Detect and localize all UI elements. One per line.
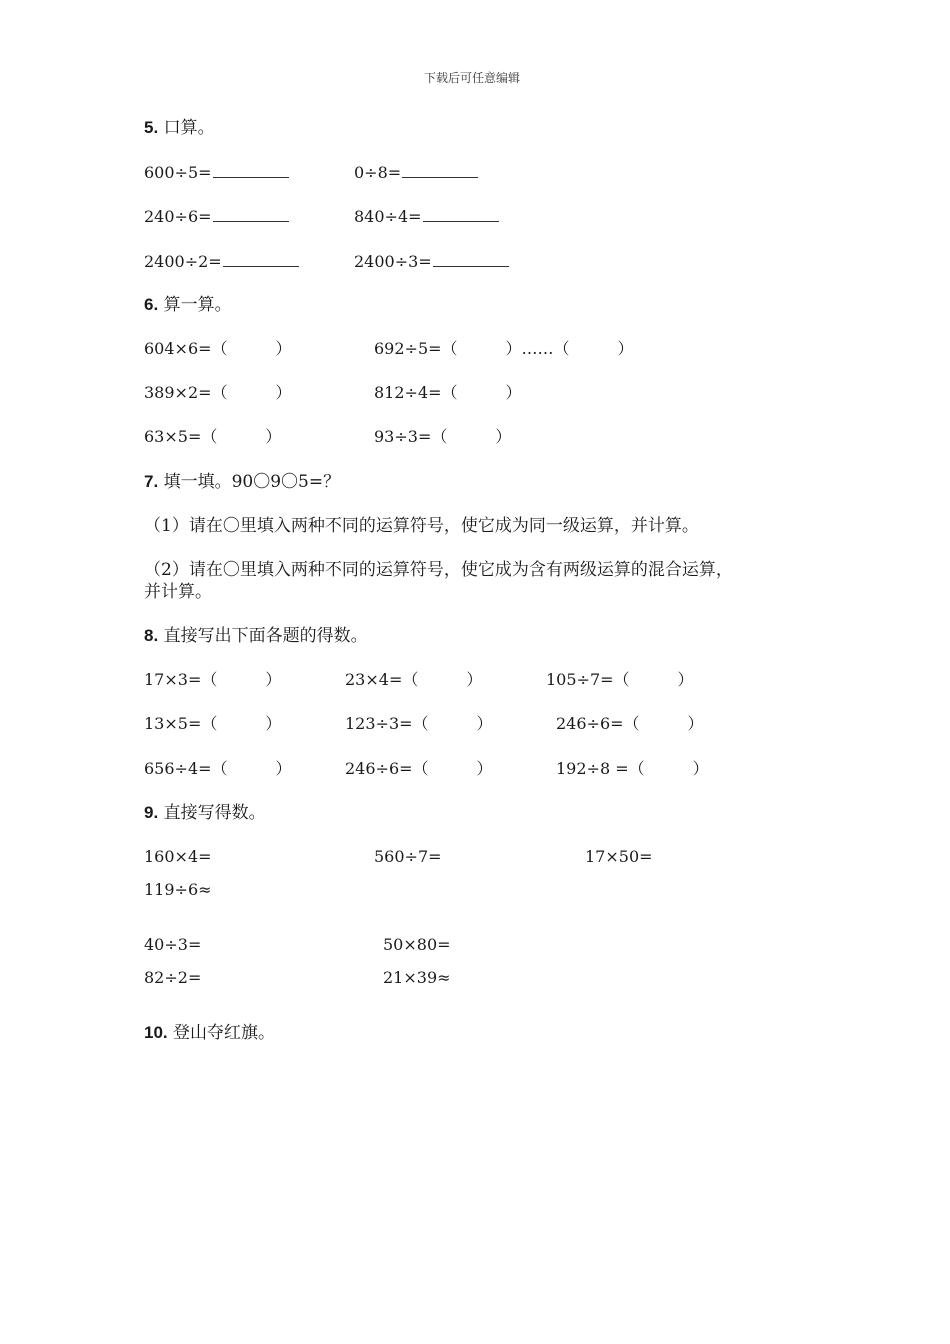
- q8-item: 123÷3=（ ）: [345, 714, 493, 733]
- q9-title-text: 直接写得数。: [163, 803, 266, 823]
- q10-number: 10.: [144, 1023, 168, 1042]
- q8-title-text: 直接写出下面各题的得数。: [163, 626, 368, 646]
- answer-blank[interactable]: [402, 163, 478, 178]
- q10-title: [144, 1023, 275, 1043]
- q8-item: 105÷7=（ ）: [546, 670, 694, 689]
- q8-item: 17×3=（ ）: [144, 670, 282, 689]
- q5-item: 600÷5=: [144, 163, 289, 183]
- q5-item: 2400÷2=: [144, 252, 299, 272]
- q8-item: 246÷6=（ ）: [345, 759, 493, 778]
- q9-item: 40÷3=: [144, 935, 202, 954]
- q9-item: 119÷6≈: [144, 880, 212, 899]
- q6-item: 604×6=（ ）: [144, 339, 292, 358]
- q10-title-text: 登山夺红旗。: [173, 1023, 276, 1043]
- q7-part1: （1）请在〇里填入两种不同的运算符号，使它成为同一级运算，并计算。: [144, 516, 699, 536]
- answer-blank[interactable]: [213, 207, 289, 222]
- q6-item: 389×2=（ ）: [144, 383, 292, 402]
- answer-blank[interactable]: [433, 252, 509, 267]
- q6-title-text: 算一算。: [163, 295, 232, 315]
- page-header: 下载后可任意编辑: [424, 71, 521, 85]
- q8-item: 13×5=（ ）: [144, 714, 282, 733]
- q7-part2-line1: （2）请在〇里填入两种不同的运算符号，使它成为含有两级运算的混合运算，: [144, 560, 733, 580]
- q8-number: 8.: [144, 626, 159, 645]
- q9-item: 21×39≈: [383, 968, 451, 987]
- q6-title: [144, 295, 232, 315]
- q9-title: [144, 803, 266, 823]
- q5-title: [144, 118, 215, 138]
- q9-item: 560÷7=: [374, 847, 442, 866]
- q5-item: 840÷4=: [354, 207, 499, 227]
- q6-item: 812÷4=（ ）: [374, 383, 522, 402]
- q5-item: 2400÷3=: [354, 252, 509, 272]
- q8-item: 246÷6=（ ）: [556, 714, 704, 733]
- q6-item: 692÷5=（ ）……（ ）: [374, 339, 634, 358]
- q9-number: 9.: [144, 803, 159, 822]
- q8-item: 23×4=（ ）: [345, 670, 483, 689]
- q8-item: 656÷4=（ ）: [144, 759, 292, 778]
- q5-item: 240÷6=: [144, 207, 289, 227]
- q7-number: 7.: [144, 472, 159, 491]
- q7-title-text: 填一填。90〇9〇5=？: [163, 472, 341, 492]
- answer-blank[interactable]: [213, 163, 289, 178]
- q8-item: 192÷8 =（ ）: [556, 759, 709, 778]
- q5-title-text: 口算。: [163, 118, 215, 138]
- q5-number: 5.: [144, 118, 159, 137]
- q9-item: 50×80=: [383, 935, 451, 954]
- q9-item: 17×50=: [585, 847, 653, 866]
- answer-blank[interactable]: [423, 207, 499, 222]
- q6-number: 6.: [144, 295, 159, 314]
- answer-blank[interactable]: [223, 252, 299, 267]
- q7-part2-line2: 并计算。: [144, 582, 212, 602]
- q7-title: [144, 472, 340, 492]
- q6-item: 93÷3=（ ）: [374, 427, 512, 446]
- q8-title: [144, 626, 368, 646]
- q5-item: 0÷8=: [354, 163, 478, 183]
- q6-item: 63×5=（ ）: [144, 427, 282, 446]
- q9-item: 82÷2=: [144, 968, 202, 987]
- q9-item: 160×4=: [144, 847, 212, 866]
